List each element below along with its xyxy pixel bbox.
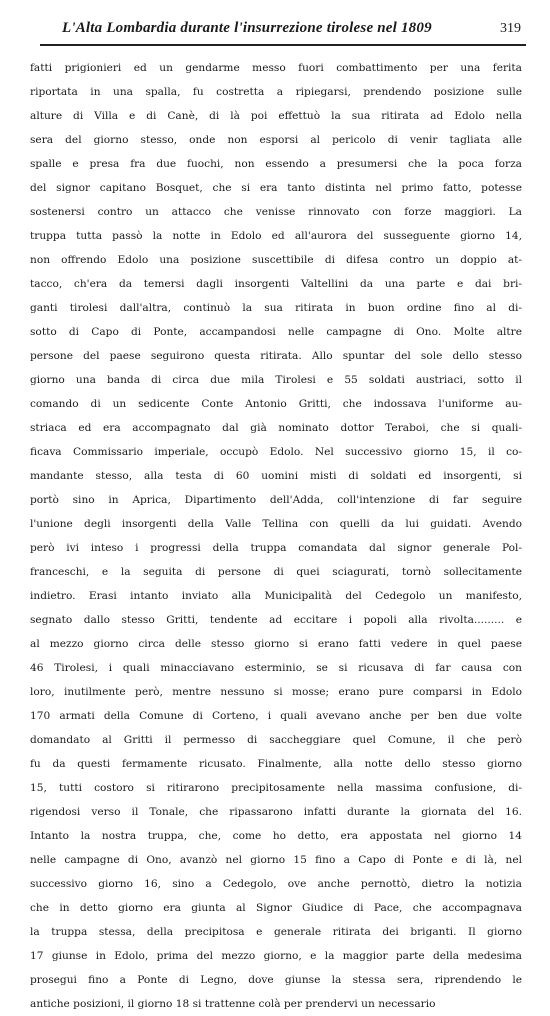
text-line: mandante stesso, alla testa di 60 uomini misti di soldati ed insorgenti, si (30, 470, 522, 482)
text-line: ficava Commissario imperiale, occupò Edolo. Nel successivo giorno 15, il co- (30, 446, 522, 458)
header-rule (40, 44, 526, 46)
text-line: prosegui fino a Ponte di Legno, dove giunse la stessa sera, riprendendo le (30, 974, 522, 986)
text-line: fu da questi fermamente ricusato. Finalmente, alla notte dello stesso giorno (30, 758, 522, 770)
text-line: persone del paese seguirono questa ritirata. Allo spuntar del sole dello stesso (30, 350, 522, 362)
text-line: antiche posizioni, il giorno 18 si trattenne colà per prendervi un necessario (30, 998, 436, 1010)
text-line: 46 Tirolesi, i quali minacciavano esterminio, se si ricusava di far causa con (30, 662, 522, 674)
text-line: 15, tutti costoro si ritirarono precipitosamente nella massima confusione, di- (30, 782, 522, 794)
text-line: del signor capitano Bosquet, che si era tanto distinta nel primo fatto, potesse (30, 182, 522, 194)
text-line: indietro. Erasi intanto inviato alla Municipalità del Cedegolo un manifesto, (30, 590, 522, 602)
text-line: truppa tutta passò la notte in Edolo ed all'aurora del susseguente giorno 14, (30, 230, 522, 242)
text-line: spalle e presa fra due fuochi, non essendo a presumersi che la poca forza (30, 158, 522, 170)
text-line: 17 giunse in Edolo, prima del mezzo giorno, e la maggior parte della medesima (30, 950, 522, 962)
text-line: comando di un sedicente Conte Antonio Gritti, che indossava l'uniforme au- (30, 398, 522, 410)
text-line: non offrendo Edolo una posizione suscettibile di difesa contro un doppio at- (30, 254, 522, 266)
text-line: 170 armati della Comune di Corteno, i quali avevano anche per ben due volte (30, 710, 522, 722)
text-line: nelle campagne di Ono, avanzò nel giorno 15 fino a Capo di Ponte e di là, nel (30, 854, 522, 866)
text-line: fatti prigionieri ed un gendarme messo fuori combattimento per una ferita (30, 62, 522, 74)
running-title: L'Alta Lombardia durante l'insurrezione tirolese nel 1809 (62, 20, 432, 36)
page-header (0, 20, 550, 42)
text-line: al mezzo giorno circa delle stesso giorno si erano fatti vedere in quel paese (30, 638, 522, 650)
text-line: striaca ed era accompagnato dal già nominato dottor Teraboi, che si quali- (30, 422, 522, 434)
text-line: Intanto la nostra truppa, che, come ho detto, era appostata nel giorno 14 (30, 830, 522, 842)
text-line: giorno una banda di circa due mila Tirolesi e 55 soldati austriaci, sotto il (30, 374, 522, 386)
text-line: segnato dallo stesso Gritti, tendente ad eccitare i popoli alla rivolta......... e (30, 614, 522, 626)
page-number: 319 (500, 21, 521, 36)
text-line: la truppa stessa, della precipitosa e generale ritirata dei briganti. Il giorno (30, 926, 522, 938)
text-line: rigendosi verso il Tonale, che ripassarono infatti durante la giornata del 16. (30, 806, 522, 818)
text-line: riportata in una spalla, fu costretta a ripiegarsi, prendendo posizione sulle (30, 86, 522, 98)
text-line: alture di Villa e di Canè, di là poi effettuò la sua ritirata ad Edolo nella (30, 110, 522, 122)
text-line: successivo giorno 16, sino a Cedegolo, ove anche pernottò, dietro la notizia (30, 878, 522, 890)
text-line: ganti tirolesi dall'altra, continuò la sua ritirata in buon ordine fino al di- (30, 302, 522, 314)
text-line: sostenersi contro un attacco che venisse rinnovato con forze maggiori. La (30, 206, 522, 218)
text-line: franceschi, e la seguita di persone di quei sciagurati, tornò sollecitamente (30, 566, 522, 578)
text-line: portò sino in Aprica, Dipartimento dell'Adda, coll'intenzione di far seguire (30, 494, 522, 506)
text-line: sotto di Capo di Ponte, accampandosi nelle campagne di Ono. Molte altre (30, 326, 522, 338)
text-line: loro, inutilmente però, mentre nessuno si mosse; erano pure comparsi in Edolo (30, 686, 522, 698)
text-line: domandato al Gritti il permesso di saccheggiare quel Comune, il che però (30, 734, 522, 746)
text-line: sera del giorno stesso, onde non esporsi al pericolo di venir tagliata alle (30, 134, 522, 146)
text-line: che in detto giorno era giunta al Signor Giudice di Pace, che accompagnava (30, 902, 522, 914)
text-line: tacco, ch'era da temersi dagli insorgenti Valtellini da una parte e dai bri- (30, 278, 522, 290)
text-line: l'unione degli insorgenti della Valle Tellina con quelli da lui guidati. Avendo (30, 518, 522, 530)
body-text (30, 56, 522, 1016)
text-line: però ivi inteso i progressi della truppa comandata dal signor generale Pol- (30, 542, 522, 554)
